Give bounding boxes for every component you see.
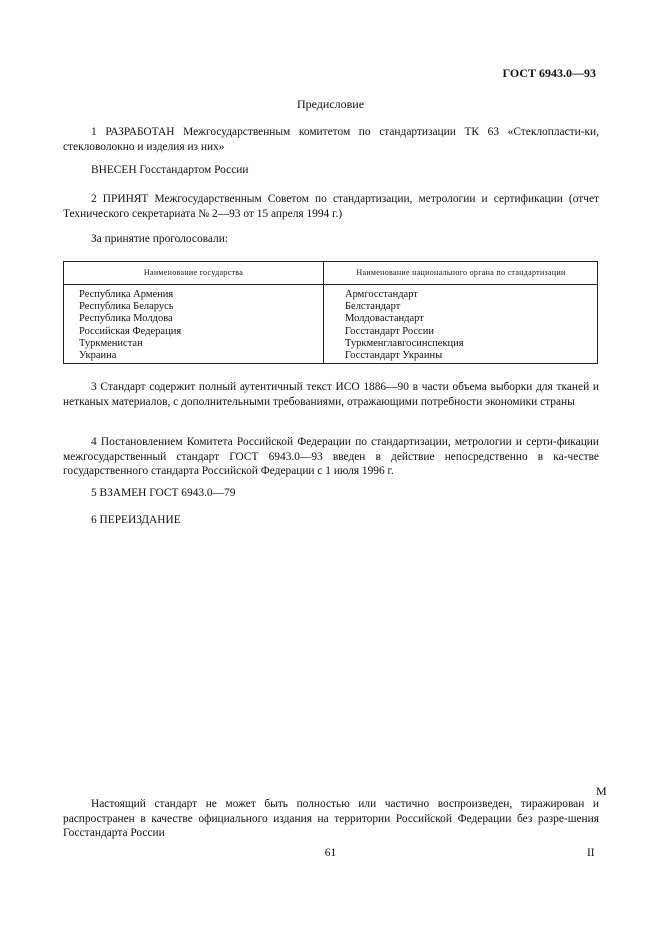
- edition-mark: II: [587, 847, 595, 859]
- section-1-developed: 1 РАЗРАБОТАН Межгосударственным комитетом по стандартизации ТК 63 «Стеклопласти-ки, стекловолокно и изделия из них»: [63, 126, 599, 153]
- table-cell-org: Белстандарт: [345, 301, 401, 313]
- section-1-introduced: ВНЕСЕН Госстандартом России: [91, 164, 249, 176]
- table-cell-state: Украина: [79, 350, 117, 362]
- table-cell-state: Республика Беларусь: [79, 301, 174, 313]
- table-cell-org: Госстандарт Украины: [345, 350, 443, 362]
- preface-title: Предисловие: [296, 97, 365, 111]
- section-5-replaces: 5 ВЗАМЕН ГОСТ 6943.0—79: [91, 487, 236, 499]
- table-cell-state: Республика Молдова: [79, 313, 173, 325]
- table-cell-org: Туркменглавгосинспекция: [345, 337, 464, 349]
- table-column-states: [79, 289, 181, 362]
- section-3-content: 3 Стандарт содержит полный аутентичный текст ИСО 1886—90 в части объема выборки для тканей и нетканых материалов, с дополнительными требованиями, отражающими потребности экономики страны: [63, 381, 599, 408]
- m-mark: М: [596, 784, 607, 798]
- table-cell-state: Туркменистан: [79, 337, 143, 349]
- table-cell-state: Республика Армения: [79, 289, 174, 300]
- table-cell-org: Госстандарт России: [345, 325, 434, 337]
- section-2-adopted: 2 ПРИНЯТ Межгосударственным Советом по стандартизации, метрологии и сертификации (отчет Технического секретариата № 2—93 от 15 апреля 1994 г.): [63, 193, 599, 220]
- page-number: 61: [324, 847, 337, 859]
- table-header-org: Наименование национального органа по стандартизации: [356, 268, 566, 277]
- section-6-reissue: 6 ПЕРЕИЗДАНИЕ: [91, 514, 181, 526]
- table-cell-state: Российская Федерация: [79, 325, 182, 337]
- table-header-state: Наименование государства: [143, 268, 244, 277]
- table-cell-org: Молдовастандарт: [345, 313, 424, 325]
- section-4-decree: 4 Постановлением Комитета Российской Федерации по стандартизации, метрологии и серти-фикации межгосударственный стандарт ГОСТ 6943.0—93 введен в действие непосредственно в ка-честве государственного стандарта Российской Федерации с 1 июля 1996 г.: [63, 436, 599, 478]
- table-column-orgs: [345, 289, 464, 362]
- section-2-voted-label: За принятие проголосовали:: [91, 233, 228, 245]
- voting-states-table: [63, 261, 598, 364]
- table-cell-org: Армгосстандарт: [345, 289, 418, 300]
- table-column-divider: [323, 262, 324, 363]
- copyright-notice: Настоящий стандарт не может быть полностью или частично воспроизведен, тиражирован и распространен в качестве официального издания на территории Российской Федерации без разре-шения Госстандарта России: [63, 798, 599, 840]
- document-code: ГОСТ 6943.0—93: [502, 66, 596, 80]
- table-header-divider: [64, 284, 597, 285]
